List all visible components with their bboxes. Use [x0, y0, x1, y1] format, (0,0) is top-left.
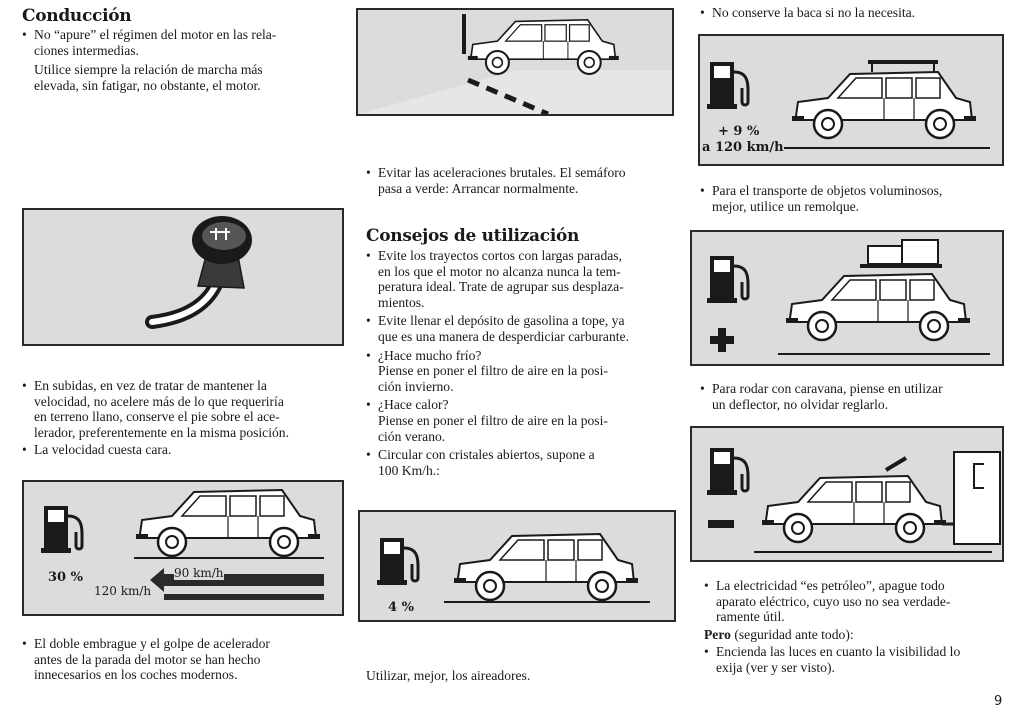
- paragraph-pero: Pero (seguridad ante todo):: [704, 626, 854, 642]
- label-a-120-kmh: a 120 km/h: [702, 140, 784, 155]
- figure-open-windows: [358, 510, 676, 622]
- heading-consejos: Consejos de utilización: [366, 226, 580, 246]
- bullet-trayectos-cortos: • Evite los trayectos cortos con largas paradas, en los que el motor no alcanza nunca la tem- peratura ideal. Trate de agrupar sus desplaza- mientos.: [366, 248, 670, 310]
- label-plus-9-percent: + 9 %: [718, 124, 760, 139]
- paragraph-aireadores: Utilizar, mejor, los aireadores.: [366, 668, 531, 683]
- bullet-baca: • No conserve la baca si no la necesita.: [700, 5, 1005, 21]
- label-120-kmh: 120 km/h: [94, 584, 152, 598]
- figure-roof-luggage: [690, 230, 1004, 366]
- label-30-percent: 30 %: [48, 570, 83, 585]
- figure-caravan-deflector: [690, 426, 1004, 562]
- figure-roof-rack: [698, 34, 1004, 166]
- heading-conduccion: Conducción: [22, 6, 132, 26]
- bullet-remolque: • Para el transporte de objetos voluminosos, mejor, utilice un remolque.: [700, 183, 1005, 214]
- label-4-percent: 4 %: [388, 600, 414, 615]
- figure-speed-consumption: [22, 480, 344, 616]
- page-number: 9: [994, 694, 1003, 709]
- paragraph-relacion-marcha: Utilice siempre la relación de marcha más elevada, sin fatigar, no obstante, el motor.: [34, 62, 263, 93]
- bullet-doble-embrague: • El doble embrague y el golpe de acelerador antes de la parada del motor se han hecho innecesarios en los coches modernos.: [22, 636, 332, 683]
- figure-traffic-start: [356, 8, 674, 116]
- bullet-no-apure: • No “apure” el régimen del motor en las rela- ciones intermedias.: [22, 27, 332, 58]
- label-90-kmh: 90 km/h: [174, 566, 224, 580]
- bullet-luces: • Encienda las luces en cuanto la visibilidad lo exija (ver y ser visto).: [704, 644, 1004, 675]
- bullet-subidas: • En subidas, en vez de tratar de mantener la velocidad, no acelere más de lo que requeriría en terreno llano, conserve el pie sobre el ace- lerador, preferentemente en la misma posición.: [22, 378, 332, 440]
- bullet-frio: • ¿Hace mucho frío? Piense en poner el filtro de aire en la posi- ción invierno.: [366, 348, 670, 395]
- bullet-aceleraciones: • Evitar las aceleraciones brutales. El semáforo pasa a verde: Arrancar normalmente.: [366, 165, 670, 196]
- bullet-caravana: • Para rodar con caravana, piense en utilizar un deflector, no olvidar reglarlo.: [700, 381, 1005, 412]
- bullet-deposito: • Evite llenar el depósito de gasolina a tope, ya que es una manera de desperdiciar carburante.: [366, 313, 670, 344]
- bullet-electricidad: • La electricidad “es petróleo”, apague todo aparato eléctrico, cuyo uso no sea verdade- ramente útil.: [704, 578, 1004, 625]
- figure-gear-lever: [22, 208, 344, 346]
- bullet-cristales: • Circular con cristales abiertos, supone a 100 Km/h.:: [366, 447, 670, 478]
- bullet-calor: • ¿Hace calor? Piense en poner el filtro de aire en la posi- ción verano.: [366, 397, 670, 444]
- bullet-velocidad-cara: • La velocidad cuesta cara.: [22, 442, 332, 458]
